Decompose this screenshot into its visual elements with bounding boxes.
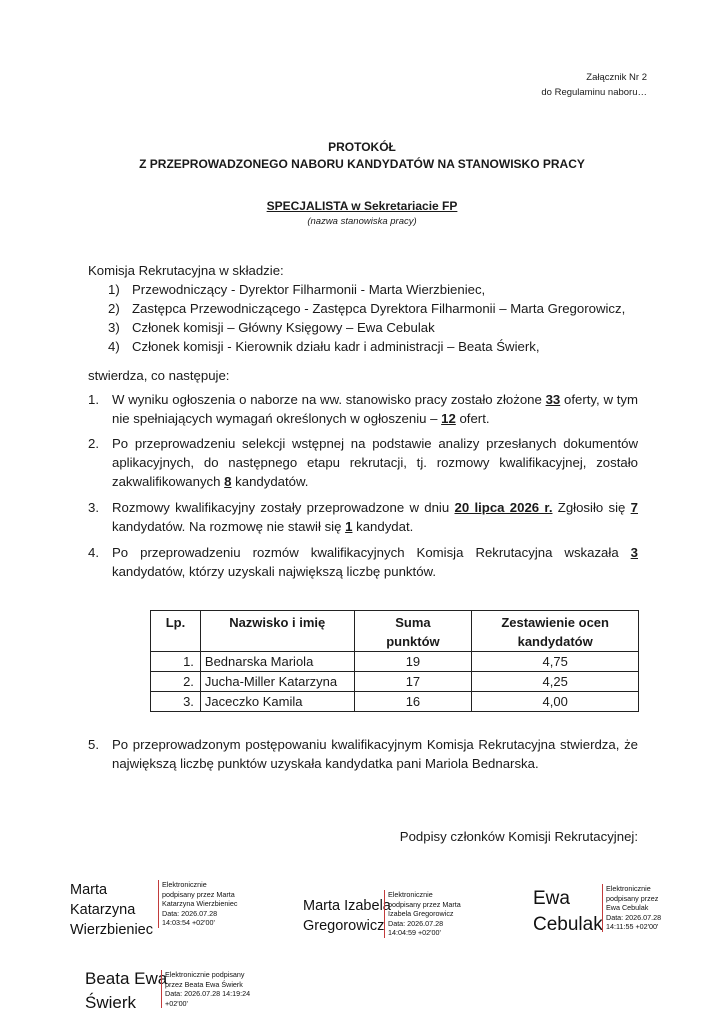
point-number: 4. — [88, 545, 99, 560]
signature-meta-line: podpisany przez — [606, 893, 659, 903]
row-eval: 4,75 — [472, 652, 639, 672]
signature-meta — [158, 880, 238, 928]
commission-member — [108, 280, 668, 299]
signature-block — [85, 967, 167, 1015]
signer-name — [85, 967, 167, 1015]
signature-block — [533, 886, 603, 938]
commission-intro: Komisja Rekrutacyjna w składzie: — [88, 263, 284, 278]
signature-meta-line: 14:03:54 +02'00' — [162, 918, 215, 927]
member-text: Członek komisji - Kierownik działu kadr i administracji – Beata Świerk, — [132, 339, 540, 354]
commission-member — [108, 318, 668, 337]
signer-name — [70, 880, 153, 940]
point-3-text — [112, 498, 638, 536]
point-4-text — [112, 543, 638, 581]
signature-meta-line: Data: 2026.07.28 — [606, 912, 662, 922]
point-number: 1. — [88, 392, 99, 407]
point-number: 5. — [88, 737, 99, 752]
member-number: 1) — [108, 282, 120, 297]
table-header-row — [151, 611, 639, 652]
point-1-part: W wyniku ogłoszenia o naborze na ww. stanowisko pracy zostało złożone — [112, 392, 546, 407]
signature-meta — [602, 884, 661, 932]
results-table — [150, 610, 639, 712]
signer-name-line: Ewa — [533, 888, 570, 909]
interview-date: 20 lipca 2026 r. — [454, 500, 553, 515]
annex-number: Załącznik Nr 2 — [586, 72, 647, 83]
point-5-text — [112, 735, 638, 773]
row-lp: 3. — [151, 692, 201, 712]
member-text: Przewodniczący - Dyrektor Filharmonii - Marta Wierzbieniec, — [132, 282, 486, 297]
absent-count: 1 — [345, 519, 353, 534]
table-row — [151, 672, 639, 692]
annex-header — [541, 70, 647, 100]
point-4-part: Po przeprowadzeniu rozmów kwalifikacyjnych Komisja Rekrutacyjna wskazała — [112, 545, 631, 560]
header-sum-line: Suma — [395, 615, 431, 630]
signature-meta-line: podpisany przez Marta — [388, 899, 461, 909]
point-1-part: oferty, w tym nie spełniających wymagań określonych w ogłoszeniu – — [112, 392, 638, 426]
header-eval-line: kandydatów — [517, 634, 593, 649]
table-row — [151, 692, 639, 712]
signature-meta-line: podpisany przez Marta — [162, 889, 235, 899]
signature-meta — [161, 970, 250, 1008]
signature-meta-line: Elektronicznie — [388, 890, 433, 899]
header-sum — [354, 611, 472, 652]
member-number: 4) — [108, 339, 120, 354]
row-eval: 4,25 — [472, 672, 639, 692]
signature-meta-line: Katarzyna Wierzbieniec — [162, 899, 238, 908]
signer-name-line: Wierzbieniec — [70, 922, 153, 938]
signer-name — [533, 886, 603, 938]
signer-name-line: Gregorowicz — [303, 918, 385, 934]
offers-count: 33 — [545, 392, 561, 407]
signature-block — [70, 880, 153, 940]
signature-meta-line: Elektronicznie podpisany — [165, 970, 245, 979]
point-3-part: kandydat. — [352, 519, 414, 534]
signature-meta-line: Elektronicznie — [606, 884, 651, 893]
row-sum: 19 — [354, 652, 472, 672]
signature-meta-line: Elektronicznie — [162, 880, 207, 889]
point-1-text — [112, 390, 638, 428]
signer-name-line: Świerk — [85, 993, 137, 1012]
row-sum: 17 — [354, 672, 472, 692]
signatures-label: Podpisy członków Komisji Rekrutacyjnej: — [399, 829, 638, 844]
signer-name — [303, 896, 391, 936]
rejected-count: 12 — [441, 411, 456, 426]
indicated-count: 3 — [630, 545, 638, 560]
signer-name-line: Katarzyna — [70, 902, 136, 918]
qualified-count: 8 — [224, 474, 232, 489]
point-3-part: kandydatów. Na rozmowę nie stawił się — [112, 519, 346, 534]
header-eval — [472, 611, 639, 652]
point-4-part: kandydatów, którzy uzyskali największą liczbę punktów. — [112, 564, 436, 579]
point-5-part: . — [534, 756, 539, 771]
point-2-part: kandydatów. — [231, 474, 309, 489]
signature-meta-line: Data: 2026.07.28 — [162, 908, 218, 918]
member-text: Zastępca Przewodniczącego - Zastępca Dyrektora Filharmonii – Marta Gregorowicz, — [132, 301, 626, 316]
row-name: Jucha-Miller Katarzyna — [200, 672, 354, 692]
header-sum-line: punktów — [386, 634, 440, 649]
point-3-part: Rozmowy kwalifikacyjny zostały przeprowadzone w dniu — [112, 500, 455, 515]
signature-meta-line: przez Beata Ewa Świerk — [165, 979, 243, 989]
commission-members-list — [108, 280, 668, 356]
commission-states: stwierdza, co następuje: — [88, 368, 230, 383]
member-number: 3) — [108, 320, 120, 335]
signature-meta-line: 14:11:55 +02'00' — [606, 922, 659, 931]
position-name: SPECJALISTA w Sekretariacie FP — [266, 199, 458, 213]
row-name: Bednarska Mariola — [200, 652, 354, 672]
signature-meta-line: 14:04:59 +02'00' — [388, 928, 441, 937]
row-sum: 16 — [354, 692, 472, 712]
signature-meta-line: Ewa Cebulak — [606, 903, 649, 912]
signature-meta — [384, 890, 461, 938]
header-name-label: Nazwisko i imię — [229, 615, 326, 630]
document-subtitle: Z PRZEPROWADZONEGO NABORU KANDYDATÓW NA STANOWISKO PRACY — [139, 157, 585, 171]
point-5-part: Po przeprowadzonym postępowaniu kwalifikacyjnym Komisja Rekrutacyjna stwierdza, że największą liczbę punktów uzyskała kandydatka pani — [112, 737, 638, 771]
header-eval-line: Zestawienie ocen — [501, 615, 609, 630]
reported-count: 7 — [630, 500, 638, 515]
point-3-part: Zgłosiło się — [552, 500, 631, 515]
signer-name-line: Beata Ewa — [85, 969, 168, 988]
row-eval: 4,00 — [472, 692, 639, 712]
row-name: Jaceczko Kamila — [200, 692, 354, 712]
header-name — [200, 611, 354, 652]
point-2-part: Po przeprowadzeniu selekcji wstępnej na podstawie analizy przesłanych dokumentów aplikacyjnych, do następnego etapu rekrutacji, tj. rozmowy kwalifikacyjnej, zostało zakwalifikowanych — [112, 436, 638, 489]
document-title: PROTOKÓŁ — [328, 140, 396, 154]
signature-meta-line: +02'00' — [165, 998, 188, 1008]
signer-name-line: Marta Izabela — [303, 898, 391, 914]
winner-name: Mariola Bednarska — [425, 756, 535, 771]
point-1-part: ofert. — [455, 411, 490, 426]
signer-name-line: Cebulak — [533, 914, 603, 935]
annex-reference: do Regulaminu naboru… — [541, 87, 647, 98]
point-number: 2. — [88, 436, 99, 451]
member-number: 2) — [108, 301, 120, 316]
member-text: Członek komisji – Główny Księgowy – Ewa Cebulak — [132, 320, 435, 335]
signature-meta-line: Data: 2026.07.28 — [388, 918, 444, 928]
signature-meta-line: Data: 2026.07.28 14:19:24 — [165, 989, 251, 998]
position-note: (nazwa stanowiska pracy) — [307, 216, 417, 227]
row-lp: 2. — [151, 672, 201, 692]
table-row — [151, 652, 639, 672]
commission-member — [108, 337, 668, 356]
commission-member — [108, 299, 668, 318]
signature-block — [303, 896, 391, 936]
signature-meta-line: Izabela Gregorowicz — [388, 909, 454, 918]
signer-name-line: Marta — [70, 882, 108, 898]
header-lp: Lp. — [151, 611, 201, 652]
point-number: 3. — [88, 500, 99, 515]
row-lp: 1. — [151, 652, 201, 672]
point-2-text — [112, 434, 638, 491]
